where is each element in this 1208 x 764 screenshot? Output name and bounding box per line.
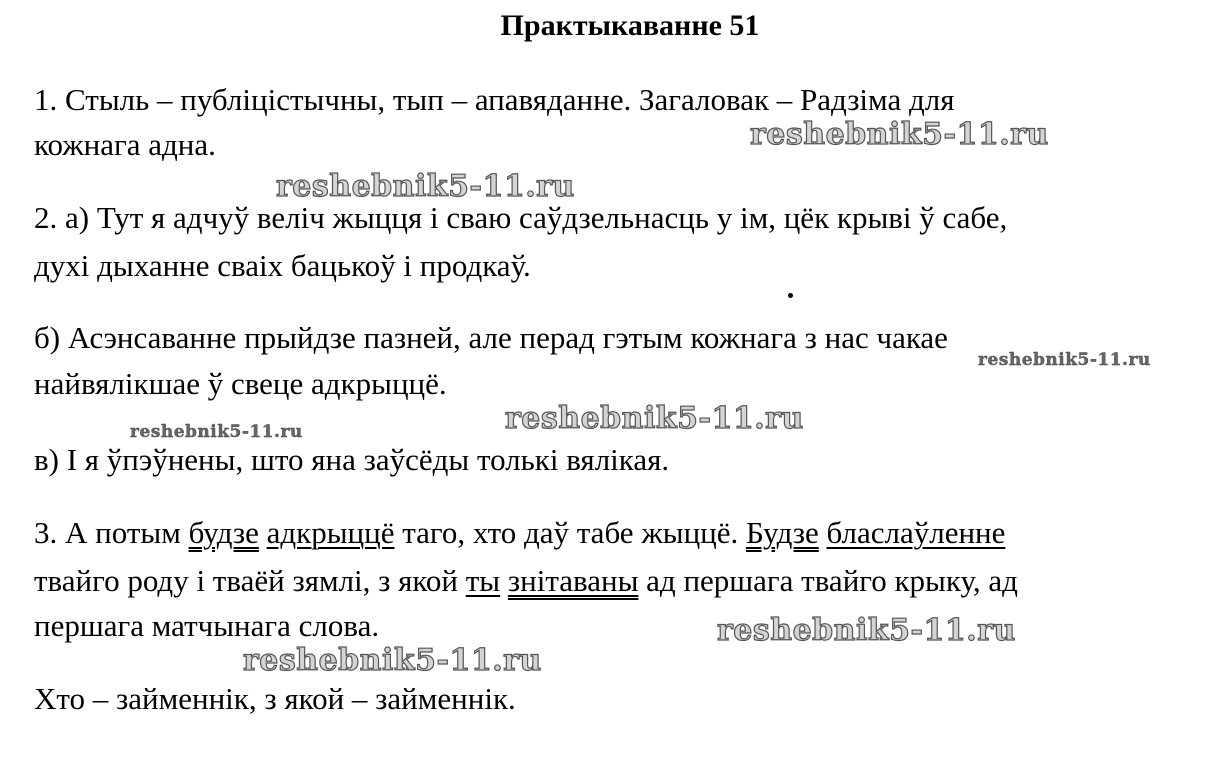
paragraph-5-line-1 (34, 514, 1005, 552)
watermark: reshebnik5-11.ru (276, 169, 575, 204)
p5-text: твайго роду і тваёй зямлі, з якой (34, 563, 466, 598)
stray-dot (788, 293, 793, 298)
paragraph-3-line-1: б) Асэнсаванне прыйдзе пазней, але перад гэтым кожнага з нас чакае (34, 320, 948, 355)
watermark: reshebnik5-11.ru (505, 401, 804, 436)
subject-blaslaulenne: бласлаўленне (826, 515, 1006, 550)
watermark: reshebnik5-11.ru (717, 613, 1016, 648)
predicate-budze-2: Будзе (746, 515, 819, 550)
watermark: reshebnik5-11.ru (978, 350, 1151, 370)
paragraph-1-line-2: кожнага адна. (34, 127, 216, 162)
page-title: Практыкаванне 51 (500, 9, 760, 42)
paragraph-1-line-1: 1. Стыль – публіцістычны, тып – апавяданне. Загаловак – Радзіма для (34, 82, 955, 117)
p5-text: 3. А потым (34, 515, 189, 550)
paragraph-2-line-1: 2. а) Тут я адчуў веліч жыцця і сваю саўдзельнасць у ім, цёк крыві ў сабе, (34, 200, 1008, 235)
subject-adkryccio: адкрыццё (266, 515, 395, 550)
predicate-znitavany: знітаваны (507, 563, 639, 598)
watermark: reshebnik5-11.ru (243, 643, 542, 678)
p5-text: таго, хто даў табе жыццё. (394, 515, 747, 550)
paragraph-5-line-2 (34, 562, 1018, 600)
paragraph-2-line-2: духі дыханне сваіх бацькоў і продкаў. (34, 248, 531, 283)
watermark: reshebnik5-11.ru (130, 422, 303, 442)
paragraph-6-line-1: Хто – займеннік, з якой – займеннік. (34, 681, 516, 716)
p5-text: ад першага твайго крыку, ад (638, 563, 1018, 598)
subject-ty: ты (465, 563, 501, 598)
paragraph-5-line-3: першага матчынага слова. (34, 608, 380, 643)
watermark: reshebnik5-11.ru (750, 117, 1049, 152)
predicate-budze-1: будзе (188, 515, 259, 550)
paragraph-3-line-2: найвялікшае ў свеце адкрыццё. (34, 366, 447, 401)
paragraph-4-line-1: в) І я ўпэўнены, што яна заўсёды толькі вялікая. (34, 442, 670, 477)
